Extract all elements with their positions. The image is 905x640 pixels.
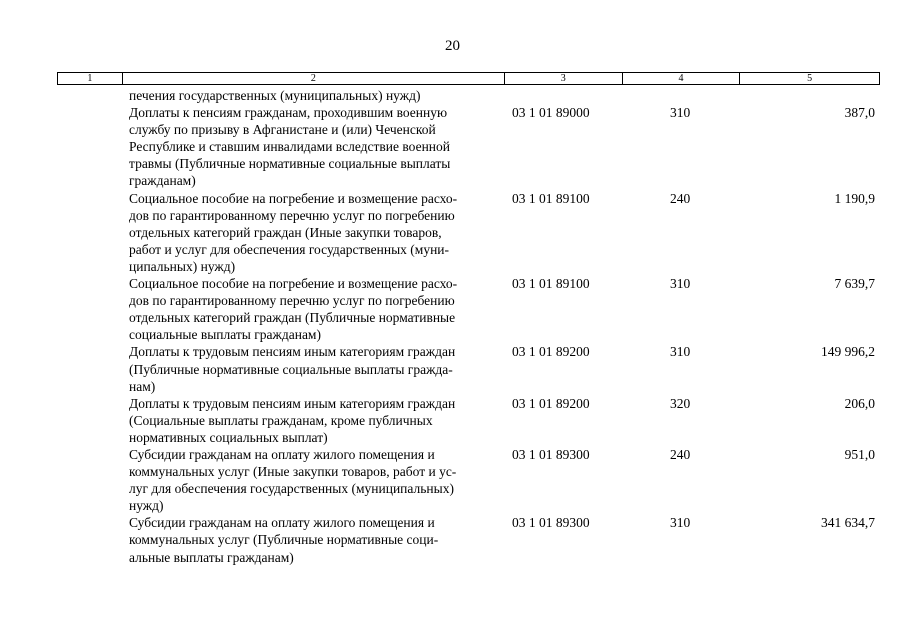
column-header-3: 3 [505,73,623,84]
description-line: Доплаты к трудовым пенсиям иным категориям граждан [129,344,456,360]
description-line: отдельных категорий граждан (Публичные нормативные [129,310,456,326]
description-line: (Публичные нормативные социальные выплаты гражда- [129,361,453,377]
kind-cell: 310 [670,344,691,360]
table-header-row [57,72,880,85]
description-cell [122,190,505,275]
table-row [57,104,880,189]
description-cell [122,343,505,394]
description-cell [122,446,505,514]
description-line: дов по гарантированному перечню услуг по погребению [129,207,455,223]
column-header-2: 2 [123,73,505,84]
description-line: Республике и ставшим инвалидами вследствие военной [129,139,450,155]
description-line: нормативных социальных выплат) [129,429,328,445]
description-line: Субсидии гражданам на оплату жилого помещения и [129,446,435,462]
kind-cell: 240 [670,446,691,462]
description-line: коммунальных услуг (Иные закупки товаров, работ и ус- [129,464,457,480]
amount-cell: 387,0 [844,105,875,121]
table-row [57,190,880,275]
description-cell [122,104,505,189]
description-line: социальные выплаты гражданам) [129,327,321,343]
description-line: дов по гарантированному перечню услуг по погребению [129,293,455,309]
code-cell: 03 1 01 89100 [512,276,590,292]
description-line: Социальное пособие на погребение и возмещение расхо- [129,276,458,292]
description-line: Доплаты к пенсиям гражданам, проходившим военную [129,105,448,121]
description-line: ципальных) нужд) [129,258,236,274]
description-line: луг для обеспечения государственных (муниципальных) [129,481,454,497]
code-cell: 03 1 01 89200 [512,344,590,360]
code-cell: 03 1 01 89100 [512,190,590,206]
description-line: отдельных категорий граждан (Иные закупки товаров, [129,224,442,240]
description-cell [122,514,505,565]
table-row [57,514,880,565]
table-row [57,275,880,343]
kind-cell: 320 [670,395,691,411]
kind-cell: 310 [670,515,691,531]
description-cell [122,87,505,104]
table-row [57,343,880,394]
description-line: (Социальные выплаты гражданам, кроме публичных [129,412,433,428]
description-line: печения государственных (муниципальных) нужд) [129,88,421,103]
description-line: альные выплаты гражданам) [129,549,294,565]
amount-cell: 206,0 [844,395,875,411]
kind-cell: 240 [670,190,691,206]
table-row [57,446,880,514]
code-cell: 03 1 01 89200 [512,395,590,411]
amount-cell: 1 190,9 [834,190,875,206]
description-line: гражданам) [129,173,196,189]
amount-cell: 951,0 [844,446,875,462]
kind-cell: 310 [670,105,691,121]
description-line: Субсидии гражданам на оплату жилого помещения и [129,515,435,531]
description-line: Социальное пособие на погребение и возмещение расхо- [129,190,458,206]
description-line: Доплаты к трудовым пенсиям иным категориям граждан [129,395,456,411]
description-line: нам) [129,378,156,394]
description-cell [122,275,505,343]
column-header-4: 4 [623,73,741,84]
amount-cell: 149 996,2 [821,344,875,360]
amount-cell: 341 634,7 [821,515,875,531]
table-row [57,395,880,446]
column-header-5: 5 [807,72,813,84]
description-cell [122,395,505,446]
continuation-row [57,87,880,104]
column-header-1: 1 [58,73,123,84]
description-line: работ и услуг для обеспечения государственных (муни- [129,241,450,257]
description-line: службу по призыву в Афганистане и (или) Чеченской [129,122,436,138]
page-number: 20 [445,38,460,54]
code-cell: 03 1 01 89300 [512,446,590,462]
description-line: травмы (Публичные нормативные социальные выплаты [129,156,451,172]
amount-cell: 7 639,7 [834,276,875,292]
code-cell: 03 1 01 89300 [512,515,590,531]
description-line: нужд) [129,498,164,514]
table-body [57,87,880,566]
kind-cell: 310 [670,276,691,292]
description-line: коммунальных услуг (Публичные нормативные соци- [129,532,439,548]
code-cell: 03 1 01 89000 [512,105,590,121]
